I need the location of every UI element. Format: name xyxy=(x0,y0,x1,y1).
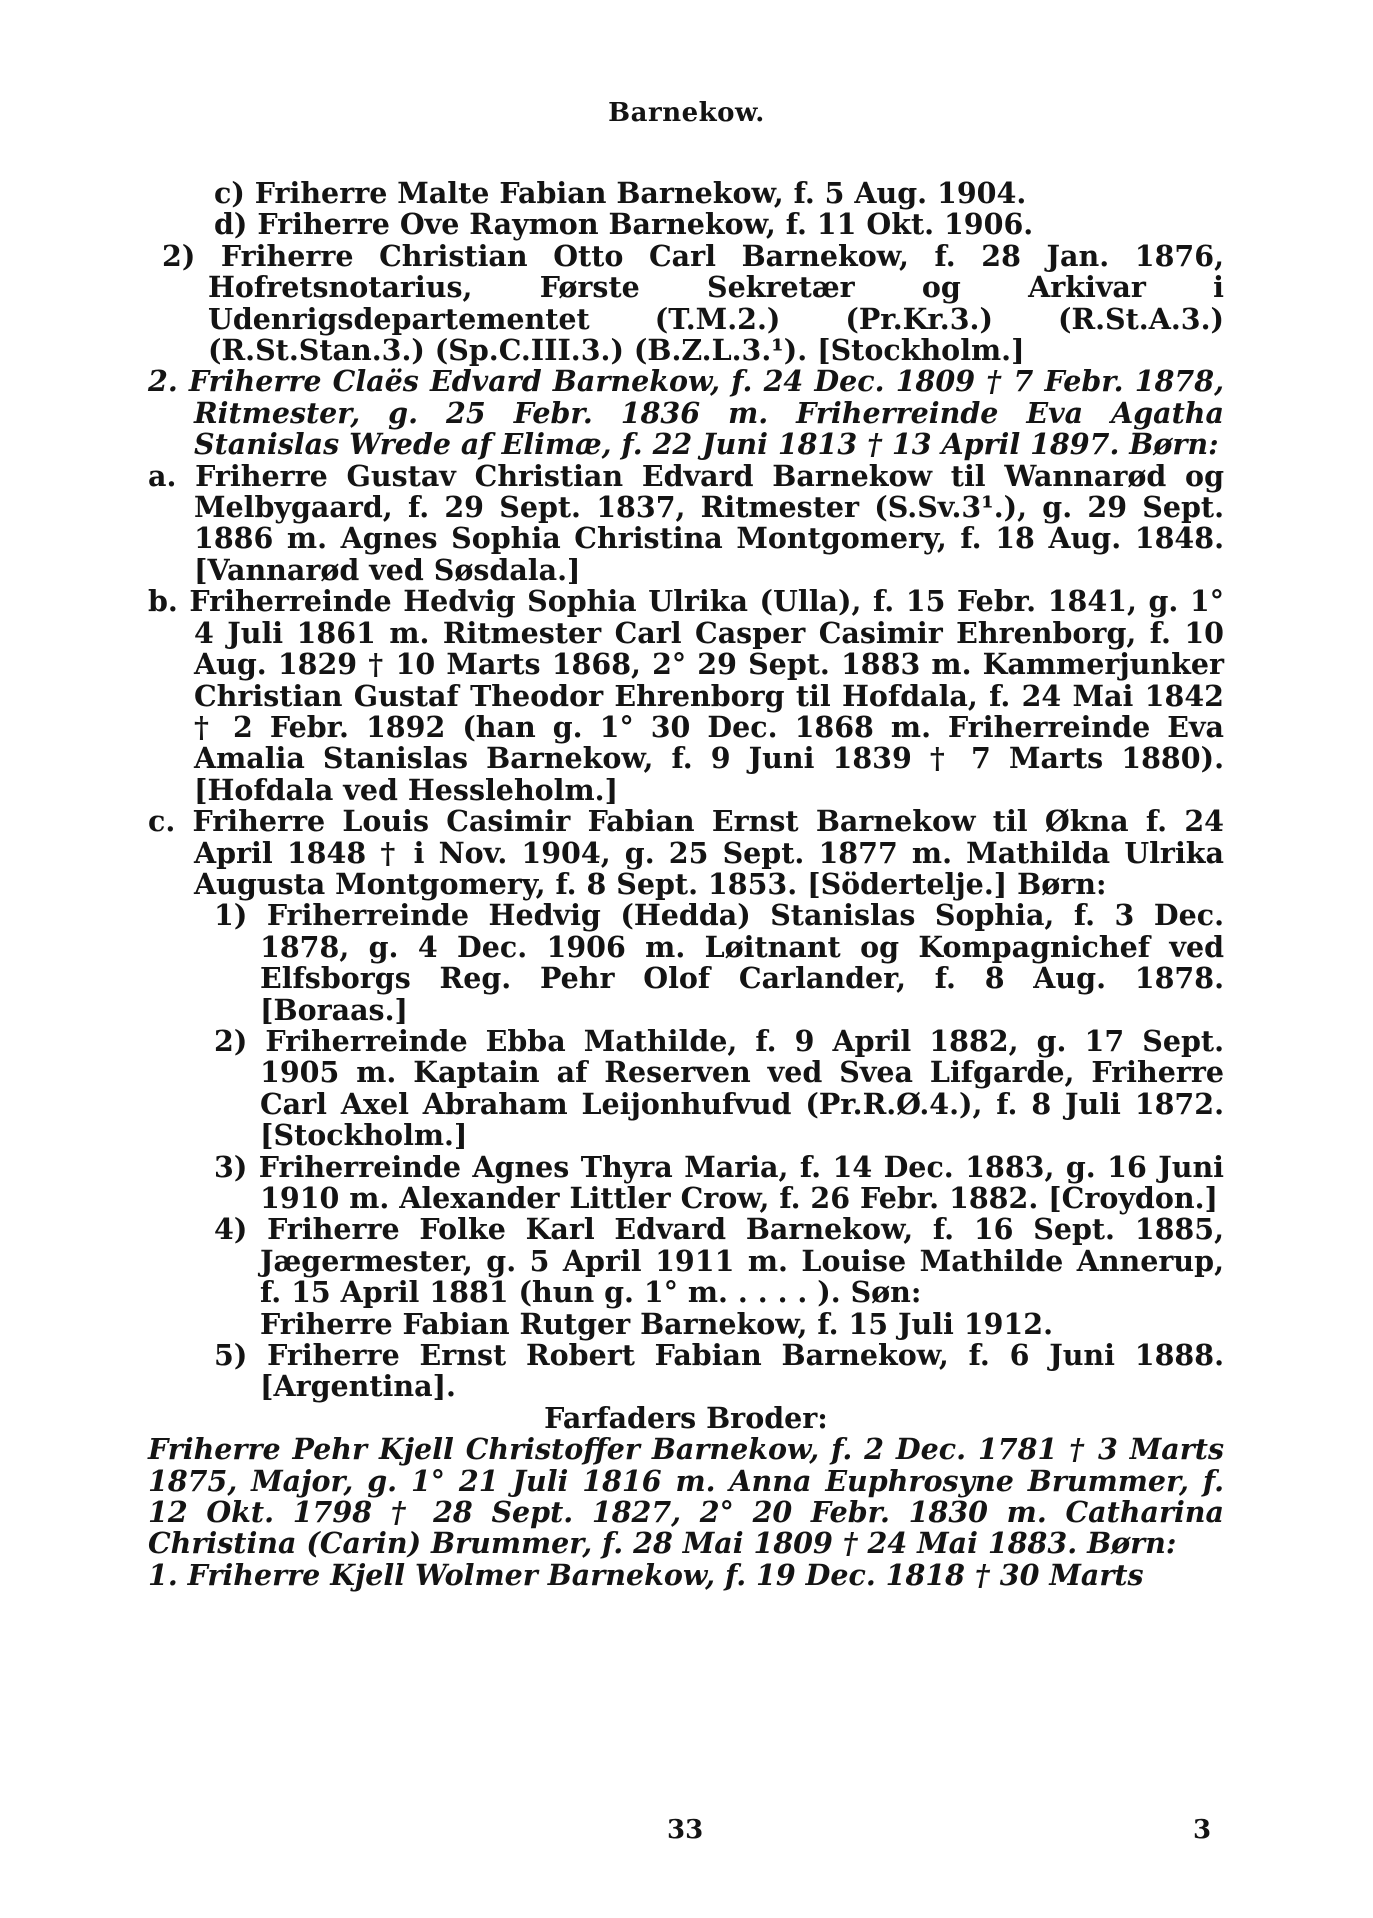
page-header: Barnekow. xyxy=(608,98,765,128)
entry-christian-otto-carl: 2) Friherre Christian Otto Carl Barnekow, f. 28 Jan. 1876, Hofretsnotarius, Første Sekretær og Arkivar i Udenrigsdepartementet (T.M.2.) (Pr.Kr.3.) (R.St.A.3.) (R.St.Stan.3.) (Sp.C.III.3.) (B.Z.L.3.¹). [Stockholm.] xyxy=(162,238,1224,368)
page-number-right: 3 xyxy=(1193,1815,1212,1845)
entry-hedvig-sophia: b. Friherreinde Hedvig Sophia Ulrika (Ulla), f. 15 Febr. 1841, g. 1° 4 Juli 1861 m. Ritmester Carl Casper Casimir Ehrenborg, f. 10 Aug. 1829 † 10 Marts 1868, 2° 29 Sept. 1883 m. Kammerjunker Christian Gustaf Theodor Ehrenborg til Hofdala, f. 24 Mai 1842 † 2 Febr. 1892 (han g. 1° 30 Dec. 1868 m. Friherreinde Eva Amalia Stanislas Barnekow, f. 9 Juni 1839 † 7 Marts 1880). [Hofdala ved Hessleholm.] xyxy=(148,584,1224,807)
section-heading: Farfaders Broder: xyxy=(544,1400,828,1435)
entry-claes-edvard: 2. Friherre Claës Edvard Barnekow, f. 24 Dec. 1809 † 7 Febr. 1878, Ritmester, g. 25 Febr. 1836 m. Friherreinde Eva Agatha Stanislas Wrede af Elimæ, f. 22 Juni 1813 † 13 April 1897. Børn: xyxy=(148,364,1224,462)
entry-child-c: c) Friherre Malte Fabian Barnekow, f. 5 Aug. 1904. xyxy=(214,176,1027,210)
entry-pehr-kjell: Friherre Pehr Kjell Christoffer Barnekow, f. 2 Dec. 1781 † 3 Marts 1875, Major, g. 1° 21 Juli 1816 m. Anna Euphrosyne Brummer, f. 12 Okt. 1798 † 28 Sept. 1827, 2° 20 Febr. 1830 m. Catharina Christina (Carin) Brummer, f. 28 Mai 1809 † 24 Mai 1883. Børn: xyxy=(148,1432,1224,1561)
entry-kjell-wolmer: 1. Friherre Kjell Wolmer Barnekow, f. 19 Dec. 1818 † 30 Marts xyxy=(148,1557,1144,1592)
entry-ebba: 2) Friherreinde Ebba Mathilde, f. 9 April 1882, g. 17 Sept. 1905 m. Kaptain af Reserven ved Svea Lifgarde, Friherre Carl Axel Abraham Leijonhufvud (Pr.R.Ø.4.), f. 8 Juli 1872. [Stockholm.] xyxy=(214,1023,1224,1153)
entry-louis-casimir: c. Friherre Louis Casimir Fabian Ernst Barnekow til Økna f. 24 April 1848 † i Nov. 1904, g. 25 Sept. 1877 m. Mathilda Ulrika Augusta Montgomery, f. 8 Sept. 1853. [Södertelje.] Børn: xyxy=(148,804,1224,901)
entry-folke: 4) Friherre Folke Karl Edvard Barnekow, f. 16 Sept. 1885, Jægermester, g. 5 April 1911 m. Louise Mathilde Annerup, f. 15 April 1881 (hun g. 1° m. . . . . ). Søn: xyxy=(214,1212,1224,1310)
page-number-left: 33 xyxy=(667,1815,704,1845)
document-body xyxy=(148,178,1224,1591)
entry-ernst-robert: 5) Friherre Ernst Robert Fabian Barnekow, f. 6 Juni 1888. [Argentina]. xyxy=(214,1338,1224,1404)
entry-gustav-christian: a. Friherre Gustav Christian Edvard Barnekow til Wannarød og Melbygaard, f. 29 Sept. 1837, Ritmester (S.Sv.3¹.), g. 29 Sept. 1886 m. Agnes Sophia Christina Montgomery, f. 18 Aug. 1848. [Vannarød ved Søsdala.] xyxy=(148,458,1224,587)
entry-fabian-rutger: Friherre Fabian Rutger Barnekow, f. 15 Juli 1912. xyxy=(260,1306,1054,1341)
entry-agnes: 3) Friherreinde Agnes Thyra Maria, f. 14 Dec. 1883, g. 16 Juni 1910 m. Alexander Littler Crow, f. 26 Febr. 1882. [Croydon.] xyxy=(214,1149,1224,1215)
entry-hedda: 1) Friherreinde Hedvig (Hedda) Stanislas Sophia, f. 3 Dec. 1878, g. 4 Dec. 1906 m. Løitnant og Kompagnichef ved Elfsborgs Reg. Pehr Olof Carlander, f. 8 Aug. 1878. [Boraas.] xyxy=(214,898,1224,1027)
entry-child-d: d) Friherre Ove Raymon Barnekow, f. 11 Okt. 1906. xyxy=(214,207,1034,242)
